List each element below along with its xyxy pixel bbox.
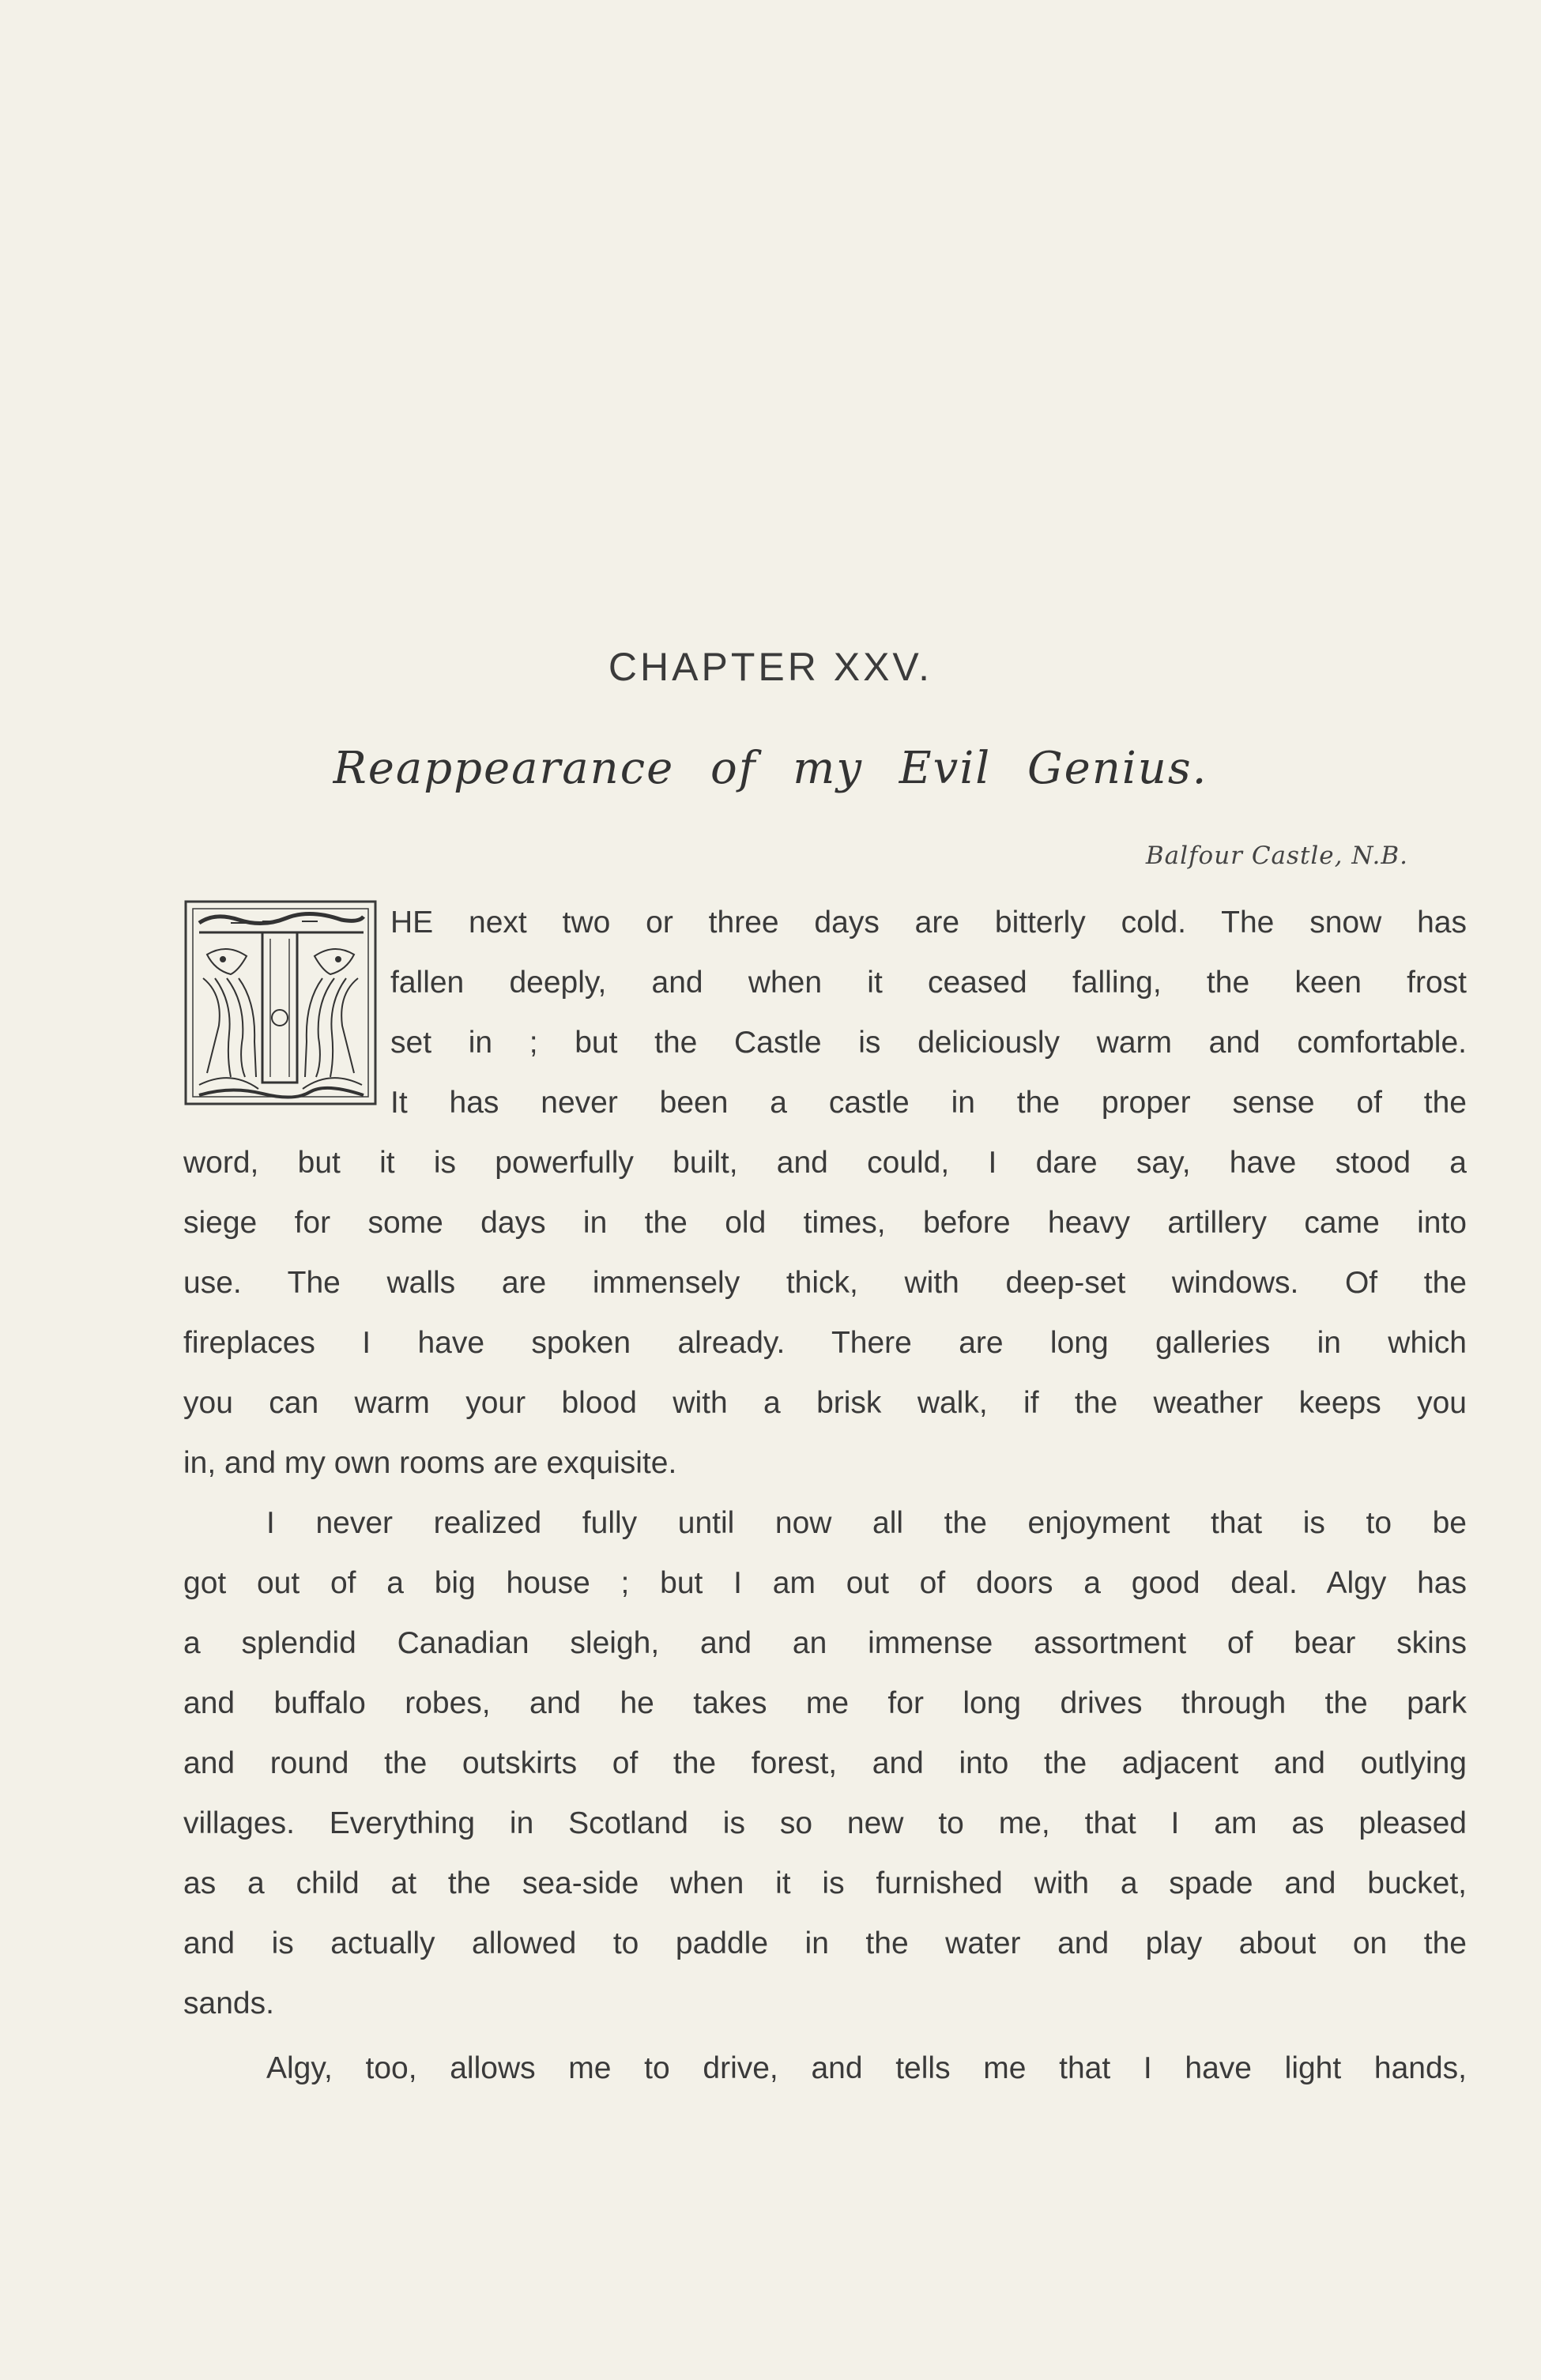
text-line: you can warm your blood with a brisk walk, if the weather keeps you (183, 1386, 1467, 1420)
text-line: word, but it is powerfully built, and could, I dare say, have stood a (183, 1146, 1467, 1180)
text-line: and buffalo robes, and he takes me for long drives through the park (183, 1686, 1467, 1720)
text-line: and round the outskirts of the forest, and into the adjacent and outlying (183, 1746, 1467, 1780)
text-line: in, and my own rooms are exquisite. (183, 1446, 677, 1480)
text-line: a splendid Canadian sleigh, and an immense assortment of bear skins (183, 1626, 1467, 1660)
text-line: set in ; but the Castle is deliciously warm and comfortable. (390, 1026, 1467, 1060)
text-line: HE next two or three days are bitterly cold. The snow has (390, 906, 1467, 940)
place-dateline: Balfour Castle, N.B. (1145, 842, 1408, 870)
text-line: sands. (183, 1986, 274, 2020)
text-line: siege for some days in the old times, before heavy artillery came into (183, 1206, 1467, 1240)
text-line: Algy, too, allows me to drive, and tells me that I have light hands, (266, 2051, 1467, 2085)
text-line: fireplaces I have spoken already. There are long galleries in which (183, 1326, 1467, 1360)
text-line: I never realized fully until now all the enjoyment that is to be (266, 1506, 1467, 1540)
text-line: use. The walls are immensely thick, with deep-set windows. Of the (183, 1266, 1467, 1300)
ornamental-drop-cap-icon (183, 899, 378, 1106)
chapter-heading: CHAPTER XXV. (608, 645, 933, 689)
text-line: as a child at the sea-side when it is furnished with a spade and bucket, (183, 1866, 1467, 1900)
text-line: got out of a big house ; but I am out of doors a good deal. Algy has (183, 1566, 1467, 1600)
text-line: It has never been a castle in the proper sense of the (390, 1086, 1467, 1120)
chapter-title: Reappearance of my Evil Genius. (333, 743, 1208, 794)
text-line: villages. Everything in Scotland is so new to me, that I am as pleased (183, 1806, 1467, 1840)
text-line: and is actually allowed to paddle in the water and play about on the (183, 1926, 1467, 1960)
text-line: fallen deeply, and when it ceased falling, the keen frost (390, 966, 1467, 1000)
